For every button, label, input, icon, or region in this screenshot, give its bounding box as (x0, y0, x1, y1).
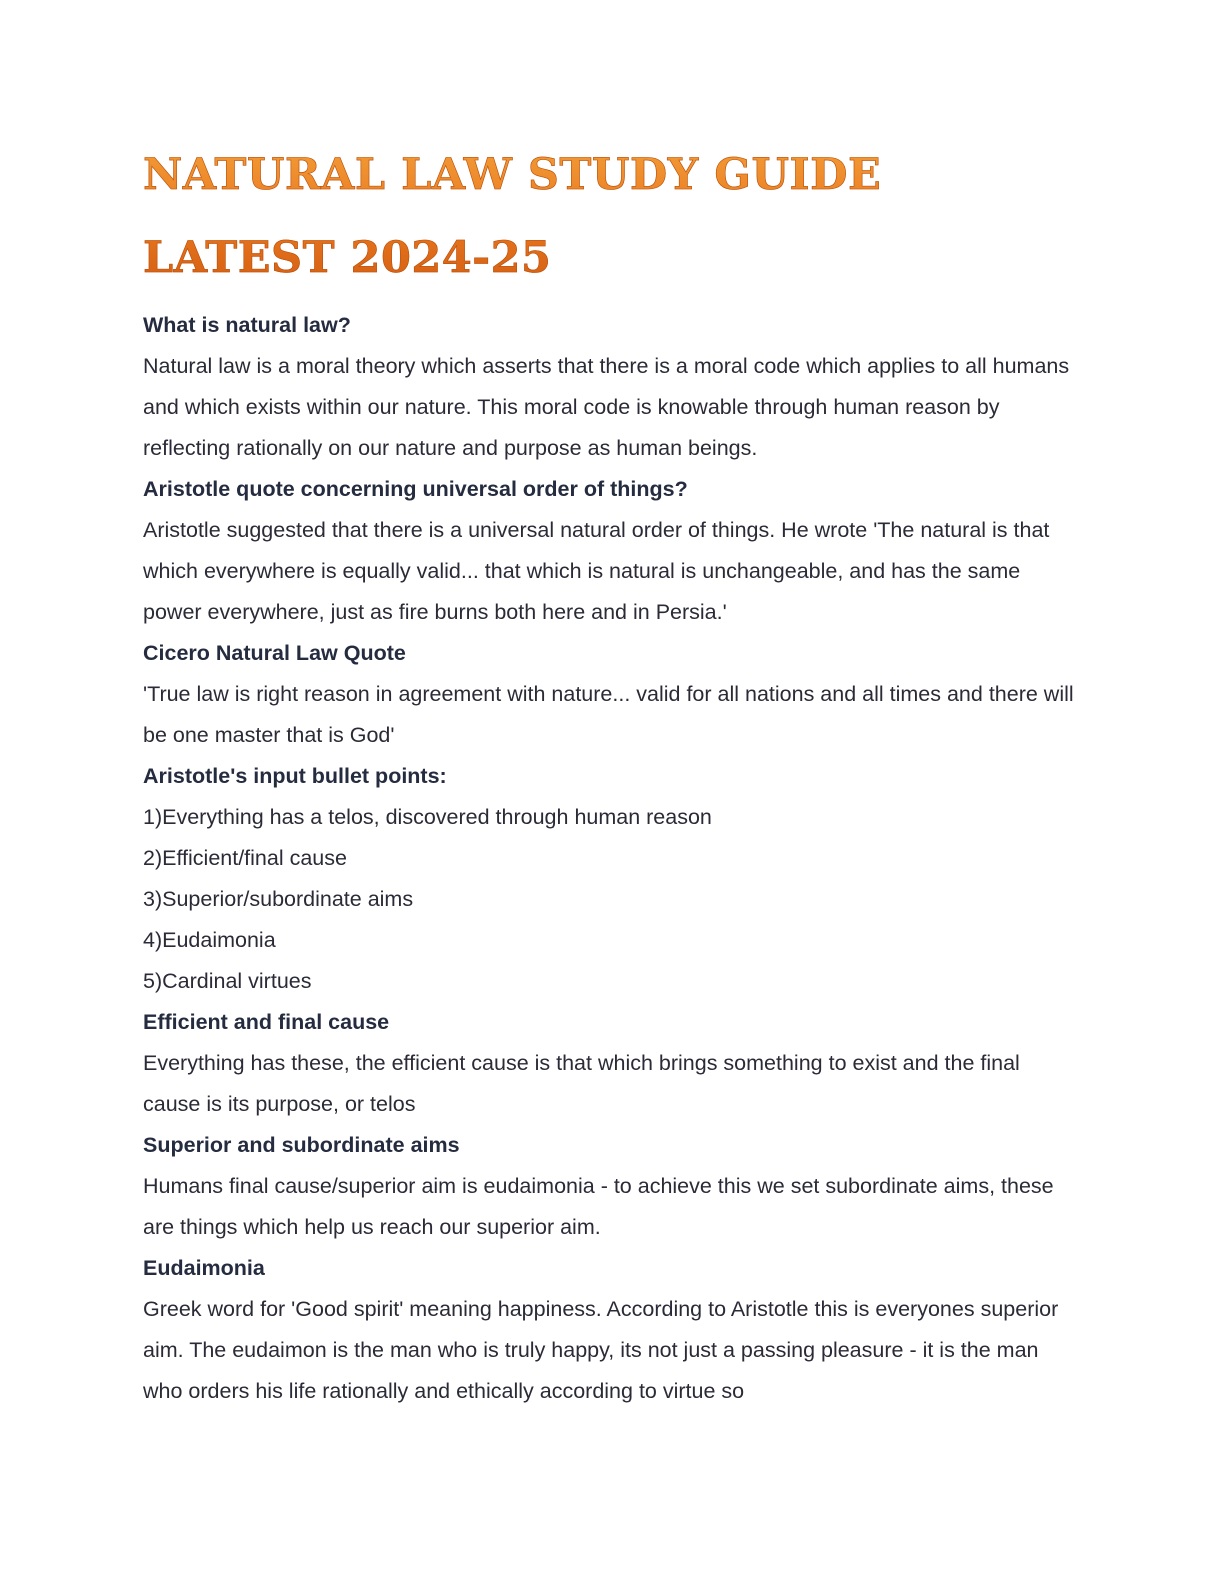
list-item: 3)Superior/subordinate aims (143, 887, 414, 911)
answer-text: 'True law is right reason in agreement with nature... valid for all nations and all times and there will be one master that is God' (143, 682, 1074, 747)
list-item: 5)Cardinal virtues (143, 969, 312, 993)
title-line-2: LATEST 2024-25 (143, 233, 552, 283)
document-body (143, 305, 1083, 1412)
question-heading: Efficient and final cause (143, 1010, 390, 1034)
question-heading: Aristotle quote concerning universal order of things? (143, 477, 688, 501)
question-heading: Eudaimonia (143, 1256, 265, 1280)
list-item: 1)Everything has a telos, discovered through human reason (143, 805, 712, 829)
document-title (143, 134, 1103, 300)
question-heading: Superior and subordinate aims (143, 1133, 460, 1157)
answer-text: Natural law is a moral theory which asserts that there is a moral code which applies to all humans and which exists within our nature. This moral code is knowable through human reason by reflecting rationally on our nature and purpose as human beings. (143, 354, 1070, 460)
title-line-1: NATURAL LAW STUDY GUIDE (143, 150, 882, 200)
list-item: 4)Eudaimonia (143, 928, 276, 952)
answer-text: Humans final cause/superior aim is eudaimonia - to achieve this we set subordinate aims, these are things which help us reach our superior aim. (143, 1174, 1054, 1239)
answer-text: Aristotle suggested that there is a universal natural order of things. He wrote 'The natural is that which everywhere is equally valid... that which is natural is unchangeable, and has the same power everywhere, just as fire burns both here and in Persia.' (143, 518, 1050, 624)
answer-text: Greek word for 'Good spirit' meaning happiness. According to Aristotle this is everyones superior aim. The eudaimon is the man who is truly happy, its not just a passing pleasure - it is the man who orders his life rationally and ethically according to virtue so (143, 1297, 1059, 1403)
answer-text: Everything has these, the efficient cause is that which brings something to exist and the final cause is its purpose, or telos (143, 1051, 1020, 1116)
question-heading: Aristotle's input bullet points: (143, 764, 447, 788)
question-heading: Cicero Natural Law Quote (143, 641, 406, 665)
list-item: 2)Efficient/final cause (143, 846, 347, 870)
question-heading: What is natural law? (143, 313, 351, 337)
